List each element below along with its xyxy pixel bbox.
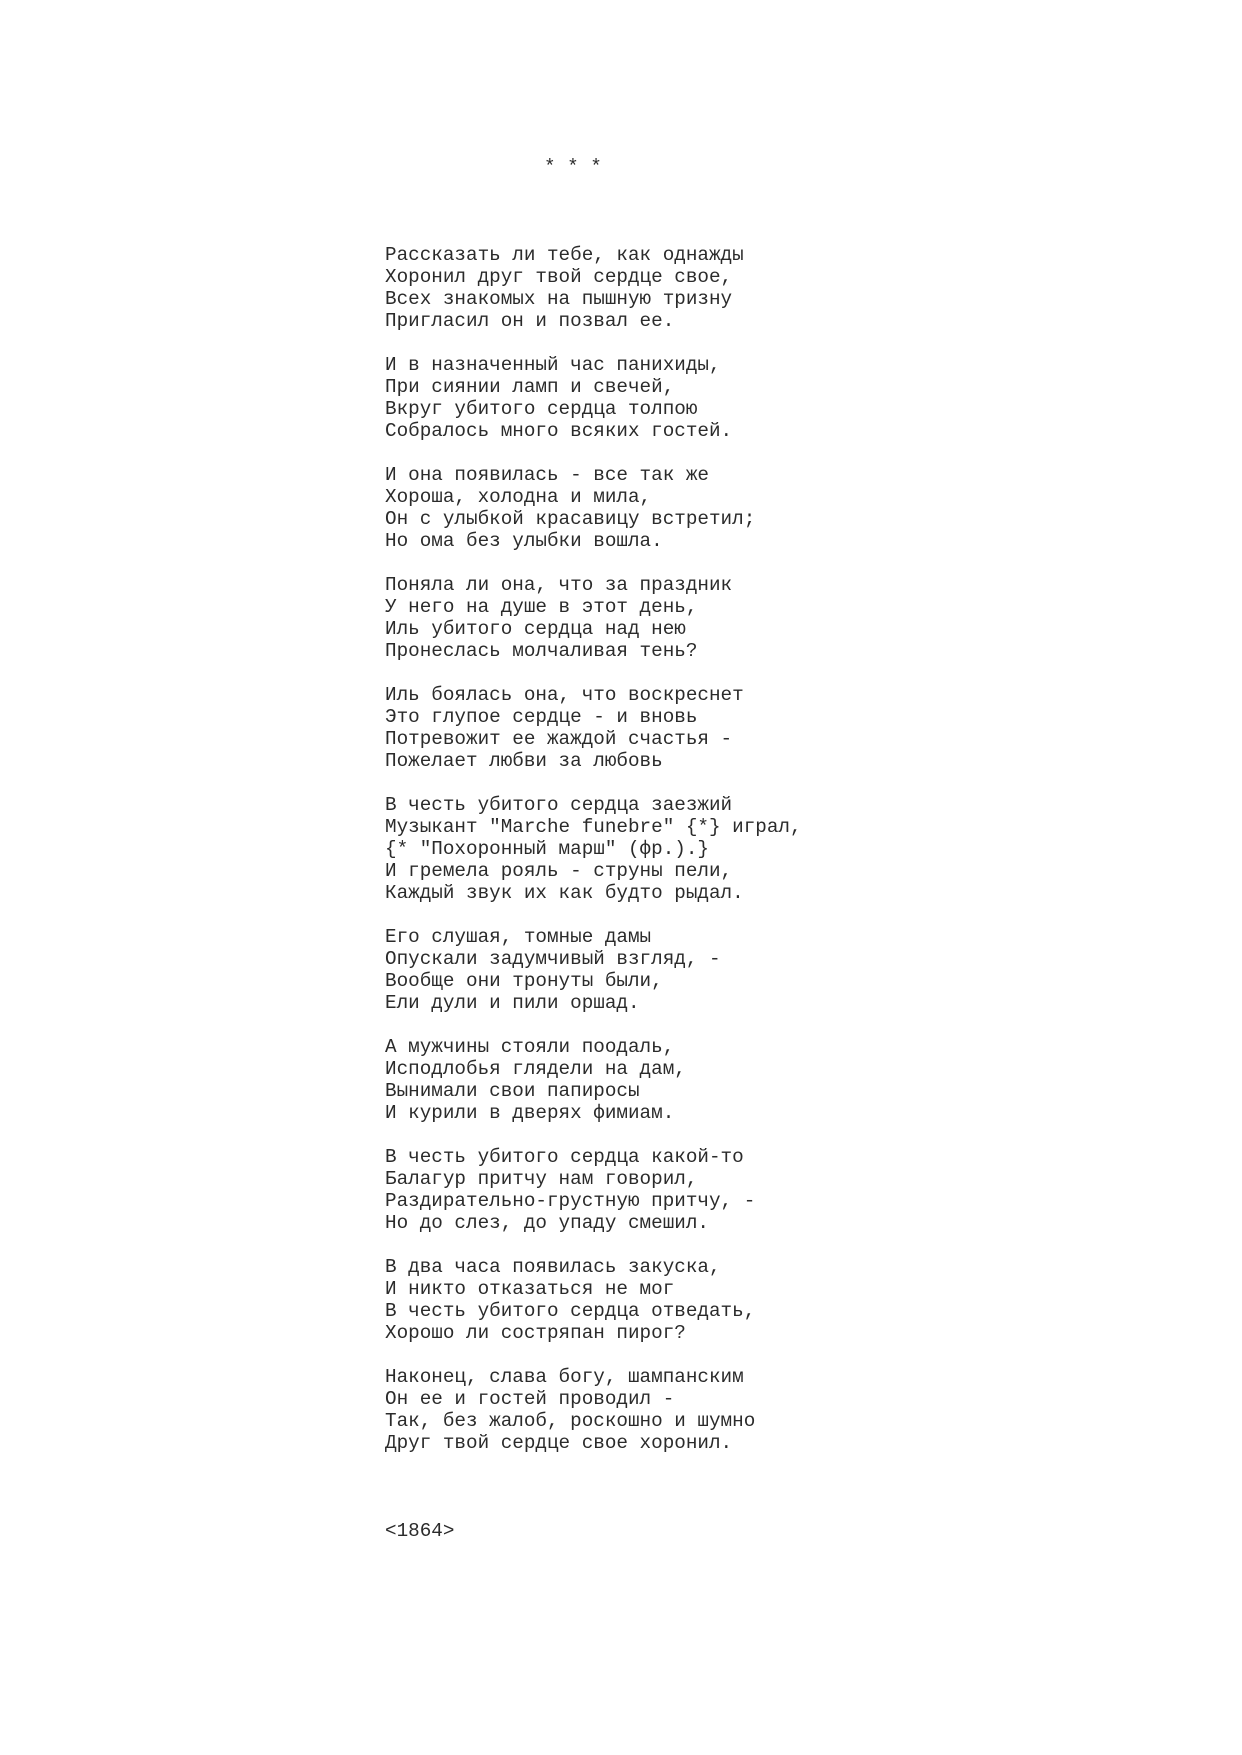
poem-line: И курили в дверях фимиам. xyxy=(385,1102,675,1124)
stanza-list xyxy=(385,244,1145,1454)
poem-line: Так, без жалоб, роскошно и шумно xyxy=(385,1410,756,1432)
stanza xyxy=(385,1036,1145,1124)
poem-line: Исподлобья глядели на дам, xyxy=(385,1058,686,1080)
poem-line: Потревожит ее жаждой счастья - xyxy=(385,728,733,750)
poem-line: Пронеслась молчаливая тень? xyxy=(385,640,698,662)
poem-line: В честь убитого сердца отведать, xyxy=(385,1300,756,1322)
stanza xyxy=(385,1256,1145,1344)
poem-line: Хороша, холодна и мила, xyxy=(385,486,652,508)
poem-line: И гремела рояль - струны пели, xyxy=(385,860,733,882)
poem-line: Его слушая, томные дамы xyxy=(385,926,652,948)
poem-line: И она появилась - все так же xyxy=(385,464,709,486)
poem-line: И в назначенный час панихиды, xyxy=(385,354,721,376)
poem-line: Рассказать ли тебе, как однажды xyxy=(385,244,744,266)
poem-line: Каждый звук их как будто рыдал. xyxy=(385,882,744,904)
poem-body xyxy=(385,112,1145,1586)
stanza xyxy=(385,926,1145,1014)
poem-line: Пригласил он и позвал ее. xyxy=(385,310,675,332)
poem-line: Хорошо ли состряпан пирог? xyxy=(385,1322,686,1344)
poem-line: Раздирательно-грустную притчу, - xyxy=(385,1190,756,1212)
poem-line: Балагур притчу нам говорил, xyxy=(385,1168,698,1190)
stanza xyxy=(385,574,1145,662)
poem-line: В честь убитого сердца заезжий xyxy=(385,794,733,816)
poem-line: Наконец, слава богу, шампанским xyxy=(385,1366,744,1388)
poem-line: У него на душе в этот день, xyxy=(385,596,698,618)
title-asterisks: * * * xyxy=(544,156,602,178)
poem-line: В два часа появилась закуска, xyxy=(385,1256,721,1278)
poem-date: <1864> xyxy=(385,1520,455,1542)
stanza xyxy=(385,244,1145,332)
poem-line: Вкруг убитого сердца толпою xyxy=(385,398,698,420)
poem-line: Иль боялась она, что воскреснет xyxy=(385,684,744,706)
poem-line: Вообще они тронуты были, xyxy=(385,970,663,992)
poem-line: Собралось много всяких гостей. xyxy=(385,420,733,442)
poem-line: Но ома без улыбки вошла. xyxy=(385,530,663,552)
stanza xyxy=(385,684,1145,772)
poem-line: И никто отказаться не мог xyxy=(385,1278,675,1300)
stanza xyxy=(385,354,1145,442)
poem-line: Но до слез, до упаду смешил. xyxy=(385,1212,709,1234)
poem-line: {* "Похоронный марш" (фр.).} xyxy=(385,838,709,860)
poem-line: Хоронил друг твой сердце свое, xyxy=(385,266,733,288)
stanza xyxy=(385,1366,1145,1454)
poem-line: Это глупое сердце - и вновь xyxy=(385,706,698,728)
poem-line: Ели дули и пили оршад. xyxy=(385,992,640,1014)
poem-line: Опускали задумчивый взгляд, - xyxy=(385,948,721,970)
poem-line: А мужчины стояли поодаль, xyxy=(385,1036,675,1058)
poem-line: При сиянии ламп и свечей, xyxy=(385,376,675,398)
poem-line: Он с улыбкой красавицу встретил; xyxy=(385,508,756,530)
poem-line: В честь убитого сердца какой-то xyxy=(385,1146,744,1168)
poem-line: Пожелает любви за любовь xyxy=(385,750,663,772)
stanza xyxy=(385,1146,1145,1234)
poem-line: Он ее и гостей проводил - xyxy=(385,1388,675,1410)
stanza xyxy=(385,464,1145,552)
poem-line: Иль убитого сердца над нею xyxy=(385,618,686,640)
poem-line: Поняла ли она, что за праздник xyxy=(385,574,733,596)
poem-line: Вынимали свои папиросы xyxy=(385,1080,640,1102)
poem-line: Друг твой сердце свое хоронил. xyxy=(385,1432,733,1454)
poem-line: Музыкант "Marche funebre" {*} играл, xyxy=(385,816,802,838)
stanza xyxy=(385,794,1145,904)
poem-line: Всех знакомых на пышную тризну xyxy=(385,288,733,310)
